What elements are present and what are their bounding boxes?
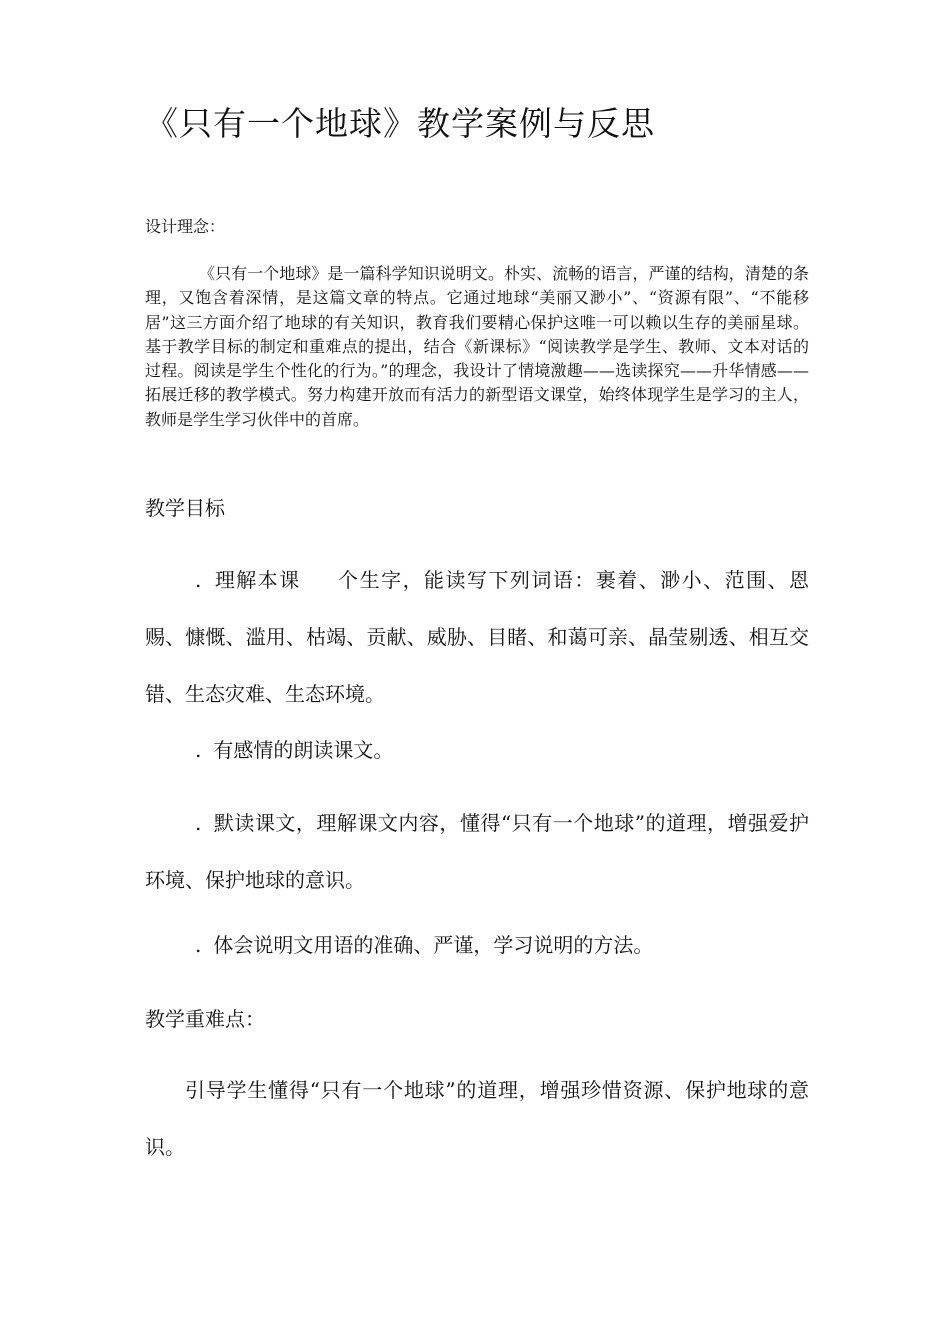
goal-item-4 bbox=[145, 917, 809, 974]
goal-3-text: 默读课文，理解课文内容，懂得“只有一个地球”的道理，增强爱护环境、保护地球的意识。 bbox=[145, 811, 809, 892]
page-title: 《只有一个地球》教学案例与反思 bbox=[145, 104, 655, 143]
goal-marker: . bbox=[195, 811, 202, 835]
goal-1-text-before: 理解本课 bbox=[213, 568, 301, 592]
teaching-goals-heading: 教学目标 bbox=[145, 496, 225, 520]
design-concept-heading: 设计理念： bbox=[145, 217, 226, 236]
key-difficulties-paragraph: 引导学生懂得“只有一个地球”的道理，增强珍惜资源、保护地球的意识。 bbox=[145, 1078, 809, 1159]
goal-item-2 bbox=[145, 722, 809, 779]
goal-1-text-after: 个生字，能读写下列词语：裹着、渺小、范围、恩赐、慷慨、滥用、枯竭、贡献、威胁、目睹、和蔼可亲、晶莹剔透、相互交错、生态灾难、生态环境。 bbox=[145, 568, 810, 706]
goal-item-1 bbox=[145, 552, 809, 723]
goal-marker: . bbox=[195, 933, 202, 957]
goal-marker: . bbox=[195, 738, 202, 762]
goal-item-3 bbox=[145, 795, 809, 909]
goal-2-text: 有感情的朗读课文。 bbox=[213, 738, 394, 762]
goal-marker: . bbox=[195, 568, 202, 592]
design-concept-paragraph: 《只有一个地球》是一篇科学知识说明文。朴实、流畅的语言，严谨的结构，清楚的条理，又饱含着深情，是这篇文章的特点。它通过地球“美丽又渺小”、“资源有限”、“不能移居”这三方面介绍了地球的有关知识，教育我们要精心保护这唯一可以赖以生存的美丽星球。基于教学目标的制定和重难点的提出，结合《新课标》“阅读教学是学生、教师、文本对话的过程。阅读是学生个性化的行为。”的理念，我设计了情境激趣——选读探究——升华情感——拓展迁移的教学模式。努力构建开放而有活力的新型语文课堂，始终体现学生是学习的主人，教师是学生学习伙伴中的首席。 bbox=[145, 264, 809, 429]
key-difficulties-heading: 教学重难点： bbox=[145, 1007, 265, 1031]
goal-4-text: 体会说明文用语的准确、严谨，学习说明的方法。 bbox=[213, 933, 654, 957]
